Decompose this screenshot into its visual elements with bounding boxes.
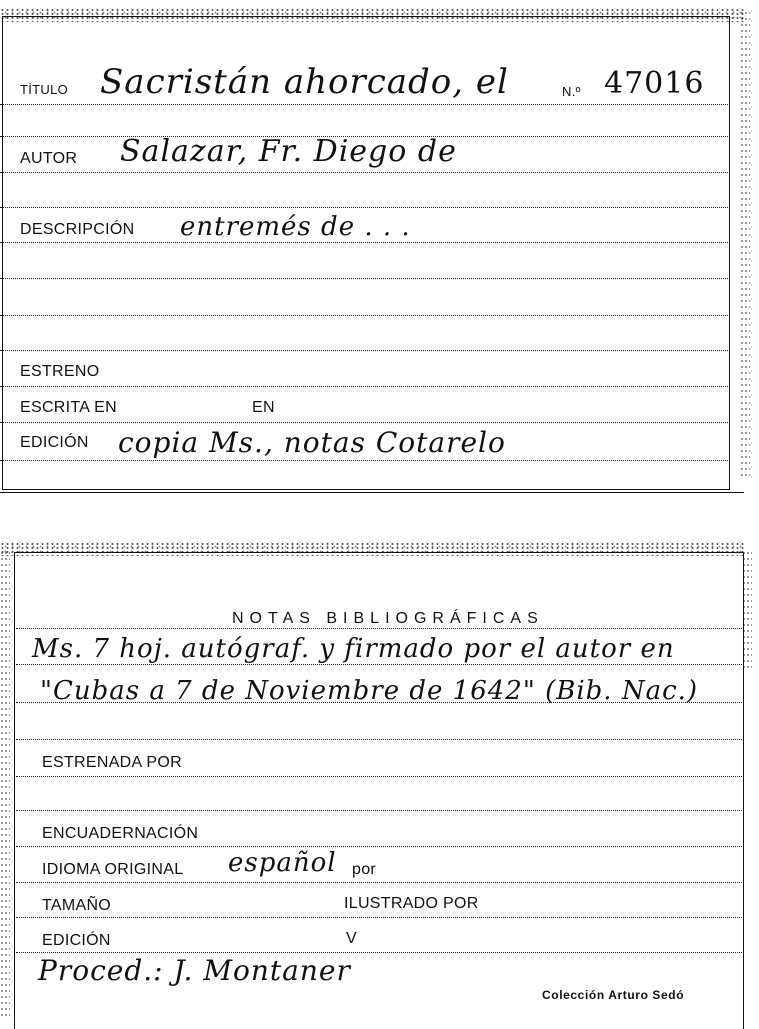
titulo-value: Sacristán ahorcado, el	[100, 62, 509, 102]
notas-handwritten-line-2: "Cubas a 7 de Noviembre de 1642" (Bib. Nac.)	[40, 676, 699, 706]
notas-line-2	[16, 664, 742, 665]
en-label: EN	[252, 399, 275, 416]
idioma-original-label: IDIOMA ORIGINAL	[42, 861, 184, 878]
notas-line-3	[16, 702, 742, 703]
descripcion-line-1	[0, 242, 728, 243]
idioma-line	[16, 882, 742, 883]
tamano-label: TAMAÑO	[42, 897, 112, 914]
idioma-original-value: español	[228, 848, 337, 878]
numero-value: 47016	[604, 66, 705, 101]
titulo-line	[0, 104, 728, 105]
notas-line-1	[16, 628, 742, 629]
card-top-right-speckle	[740, 10, 750, 480]
notas-line-4	[16, 739, 742, 740]
card-top-bottom-line	[0, 492, 744, 493]
edicion-value-top: copia Ms., notas Cotarelo	[118, 426, 506, 459]
descripcion-value: entremés de . . .	[180, 212, 411, 242]
estreno-label: ESTRENO	[20, 363, 100, 380]
titulo-label: TÍTULO	[20, 82, 69, 97]
separator-line-3	[16, 810, 742, 811]
tamano-line	[16, 917, 742, 918]
descripcion-line-2	[0, 278, 728, 279]
autor-label: AUTOR	[20, 150, 78, 167]
encuadernacion-label: ENCUADERNACIÓN	[42, 825, 199, 842]
edicion-line-bottom	[16, 952, 742, 953]
edicion-label-bottom: EDICIÓN	[42, 932, 111, 949]
por-label: por	[352, 861, 377, 878]
card-bottom-left-speckle	[0, 550, 10, 1020]
encuadernacion-line	[16, 846, 742, 847]
edicion-line-top	[0, 460, 728, 461]
descripcion-line-3	[0, 315, 728, 316]
procedencia-value: Proced.: J. Montaner	[38, 954, 351, 987]
estrenada-por-label: ESTRENADA POR	[42, 754, 182, 771]
v-label: V	[346, 930, 357, 947]
notas-handwritten-line-1: Ms. 7 hoj. autógraf. y firmado por el autor en	[32, 634, 675, 664]
coleccion-credit: Colección Arturo Sedó	[542, 988, 685, 1002]
edicion-label-top: EDICIÓN	[20, 434, 89, 451]
escrita-line	[0, 422, 728, 423]
numero-label: N.º	[562, 84, 581, 99]
autor-line	[0, 172, 728, 173]
ilustrado-por-label: ILUSTRADO POR	[344, 895, 479, 912]
estreno-line	[0, 386, 728, 387]
separator-line-2	[0, 207, 728, 208]
autor-value: Salazar, Fr. Diego de	[120, 134, 457, 169]
descripcion-label: DESCRIPCIÓN	[20, 221, 135, 238]
notas-bibliograficas-title: NOTAS BIBLIOGRÁFICAS	[232, 610, 544, 627]
descripcion-line-4	[0, 350, 728, 351]
escrita-en-label: ESCRITA EN	[20, 399, 117, 416]
estrenada-line	[16, 776, 742, 777]
